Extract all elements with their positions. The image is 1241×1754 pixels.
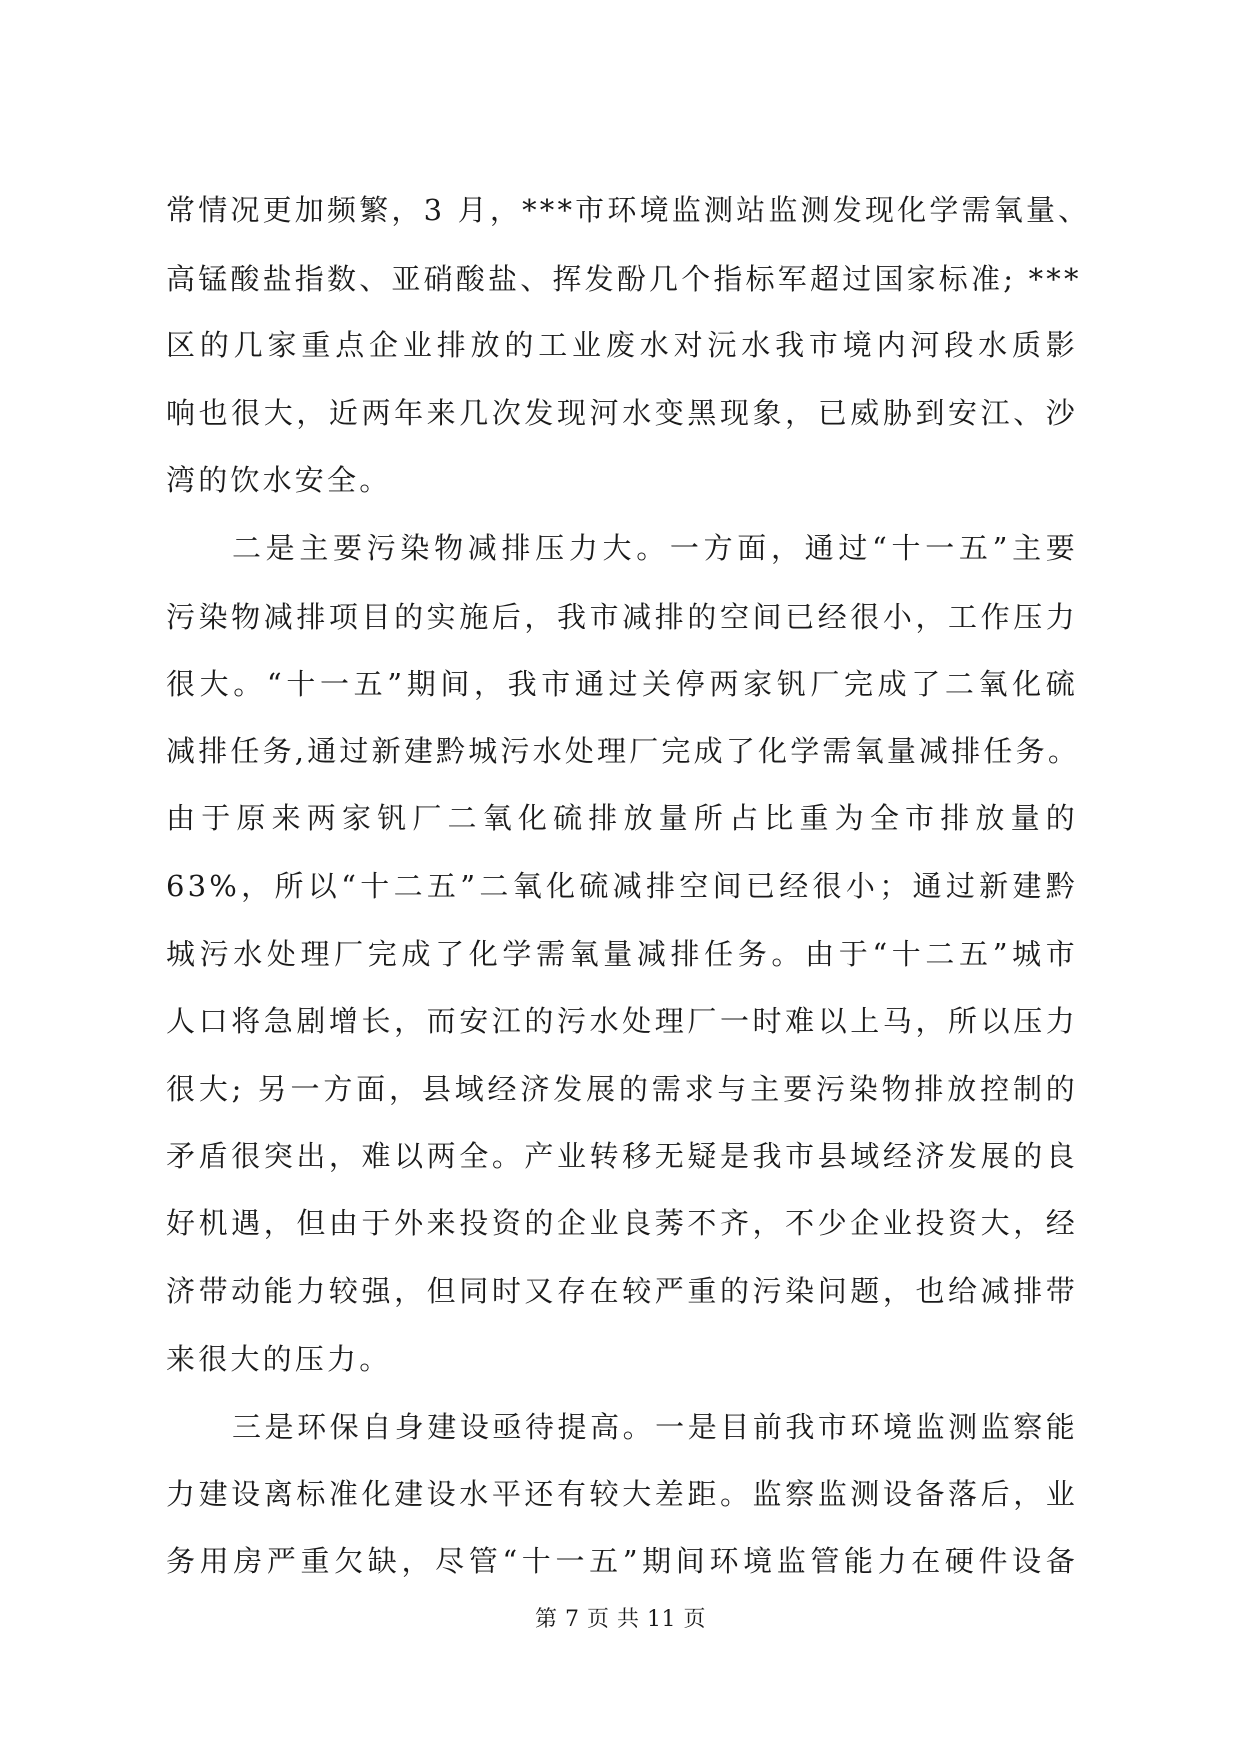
text-line: 区的几家重点企业排放的工业废水对沅水我市境内河段水质影 (166, 328, 1078, 362)
text-line: 济带动能力较强，但同时又存在较严重的污染问题，也给减排带 (166, 1274, 1078, 1308)
page-number-footer: 第 7 页 共 11 页 (535, 1607, 706, 1632)
text-line: 力建设离标准化建设水平还有较大差距。监察监测设备落后，业 (166, 1477, 1078, 1511)
paragraph-first-line: 三是环保自身建设亟待提高。一是目前我市环境监测监察能 (232, 1410, 1078, 1444)
text-line: 污染物减排项目的实施后，我市减排的空间已经很小，工作压力 (166, 600, 1078, 634)
text-line: 湾的饮水安全。 (166, 463, 392, 497)
text-line: 好机遇，但由于外来投资的企业良莠不齐，不少企业投资大，经 (166, 1206, 1078, 1240)
text-line: 常情况更加频繁，3 月，***市环境监测站监测发现化学需氧量、 (166, 193, 1091, 227)
text-line: 人口将急剧增长，而安江的污水处理厂一时难以上马，所以压力 (166, 1004, 1078, 1038)
text-line: 很大; 另一方面，县域经济发展的需求与主要污染物排放控制的 (166, 1072, 1078, 1106)
paragraph-first-line: 二是主要污染物减排压力大。一方面，通过“十一五”主要 (232, 531, 1078, 565)
text-line: 由于原来两家钒厂二氧化硫排放量所占比重为全市排放量的 (166, 801, 1078, 835)
text-line: 响也很大，近两年来几次发现河水变黑现象，已威胁到安江、沙 (166, 396, 1078, 430)
text-line: 很大。“十一五”期间，我市通过关停两家钒厂完成了二氧化硫 (166, 667, 1078, 701)
text-line: 务用房严重欠缺，尽管“十一五”期间环境监管能力在硬件设备 (166, 1544, 1078, 1578)
text-line: 矛盾很突出，难以两全。产业转移无疑是我市县域经济发展的良 (166, 1139, 1078, 1173)
text-line: 减排任务,通过新建黔城污水处理厂完成了化学需氧量减排任务。 (166, 734, 1081, 768)
text-line: 来很大的压力。 (166, 1342, 392, 1376)
text-line: 高锰酸盐指数、亚硝酸盐、挥发酚几个指标军超过国家标准; *** (166, 262, 1082, 296)
text-line: 63%，所以“十二五”二氧化硫减排空间已经很小；通过新建黔 (166, 869, 1078, 903)
text-line: 城污水处理厂完成了化学需氧量减排任务。由于“十二五”城市 (166, 937, 1078, 971)
